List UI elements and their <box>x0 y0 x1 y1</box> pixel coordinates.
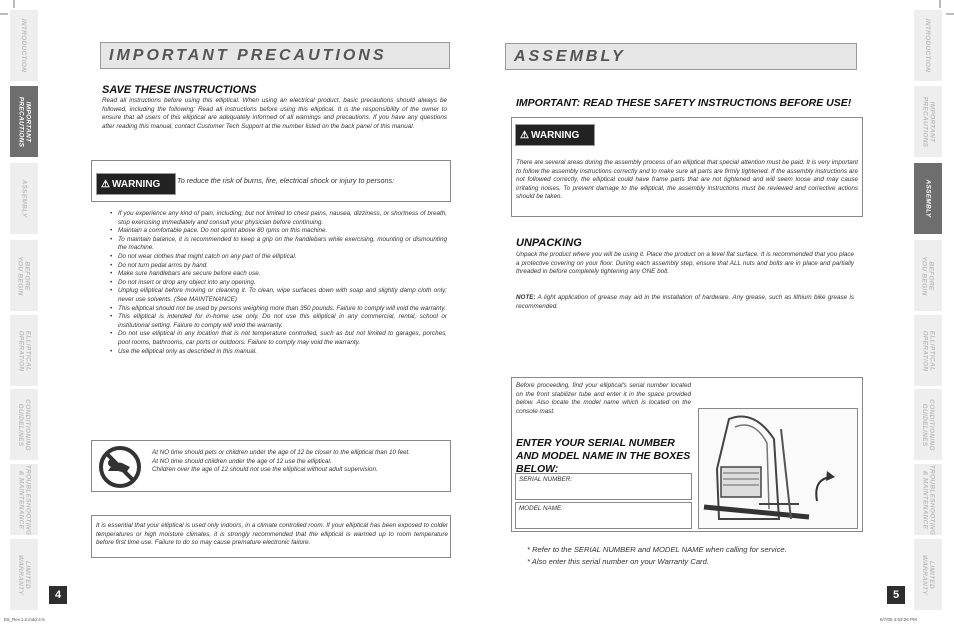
right-tab-label: LIMITED WARRANTY <box>921 554 936 595</box>
precaution-item: • Do not wear clothes that might catch on any part of the elliptical. <box>110 253 447 262</box>
right-tab-label: IMPORTANT PRECAUTIONS <box>921 96 936 147</box>
serial-heading: ENTER YOUR SERIAL NUMBER AND MODEL NAME IN THE BOXES BELOW: <box>516 437 691 475</box>
left-tab-label: TROUBLESHOOTING & MAINTENANCE <box>17 464 31 535</box>
child-warning-line: At NO time should pets or children under the age of 12 be closer to the elliptical than 10 feet. <box>152 449 410 456</box>
left-tab-label: ELLIPTICAL OPERATION <box>17 330 32 371</box>
assembly-warning-label: WARNING <box>530 129 580 141</box>
precaution-item: • This elliptical should not be used by persons weighing more than 350 pounds. Failure to comply will void the warranty. <box>110 305 447 314</box>
right-tab-label: INTRODUCTION <box>924 18 932 73</box>
save-instructions-heading: SAVE THESE INSTRUCTIONS <box>102 84 257 96</box>
warning-triangle-icon: ⚠ <box>520 129 529 141</box>
right-tab-label: ASSEMBLY <box>924 179 932 218</box>
right-page-number: 5 <box>887 586 905 604</box>
precaution-item: • Do not use elliptical in any location that is not temperature controlled, such as but not limited to garages, porches, pool rooms, bathrooms, car ports or outdoors. Failure to comply may void the warranty. <box>110 330 447 347</box>
precaution-item: • Unplug elliptical before moving or cleaning it. To clean, wipe surfaces down with soap and slightly damp cloth only; never use solvents. (See MAINTENANCE) <box>110 287 447 304</box>
left-tab-label: BEFORE YOU BEGIN <box>17 255 31 296</box>
left-tab-label: LIMITED WARRANTY <box>17 554 32 595</box>
child-warning-line: At NO time should children under the age of 12 use the elliptical. <box>152 457 332 465</box>
left-tab-label: ASSEMBLY <box>20 179 28 218</box>
right-tab-label: BEFORE YOU BEGIN <box>921 255 935 296</box>
important-heading: IMPORTANT: READ THESE SAFETY INSTRUCTIONS BEFORE USE! <box>516 97 852 109</box>
left-tab-label: CONDITIONING GUIDELINES <box>17 398 32 451</box>
footer-file-info: E6_Rev.1.2.indd 4-5 <box>4 617 45 622</box>
left-page-title: IMPORTANT PRECAUTIONS <box>100 42 450 69</box>
note-label: NOTE: <box>516 294 536 301</box>
precaution-item: • This elliptical is intended for in-home use only. Do not use this elliptical in any commercial, rental, school or institutional setting. Failure to comply will void the warranty. <box>110 313 447 330</box>
precaution-item: • Maintain a comfortable pace. Do not sprint above 80 rpms on this machine. <box>110 227 447 236</box>
right-tab-label: CONDITIONING GUIDELINES <box>921 398 936 451</box>
precaution-item: • Make sure handlebars are secure before each use. <box>110 270 447 279</box>
model-name-label: MODEL NAME: <box>519 505 563 512</box>
footer-timestamp: 6/7/05 4:53:26 PM <box>880 617 917 622</box>
footnote-service: * Refer to the SERIAL NUMBER and MODEL NAME when calling for service. <box>527 545 787 554</box>
unpacking-text: Unpack the product where you will be using it. Place the product on a level flat surface. It is recommended that you place a protective covering on your floor. During each assembly step, ensure that ALL nuts and bolts are in place and partially threaded in before completely tightening any ONE bolt. <box>516 251 854 276</box>
left-tab-label: IMPORTANT PRECAUTIONS <box>17 96 32 147</box>
precaution-item: • Do not turn pedal arms by hand. <box>110 262 447 271</box>
right-tab-label: TROUBLESHOOTING & MAINTENANCE <box>921 464 935 535</box>
warning-text: To reduce the risk of burns, fire, electrical shock or injury to persons: <box>177 176 395 185</box>
precaution-item: • Do not insert or drop any object into any opening. <box>110 279 447 288</box>
assembly-warning-text: There are several areas during the assembly process of an elliptical that special attention must be paid. It is very important to follow the assembly instructions correctly and to make sure all parts are firmly tightened. If the assembly instructions are not followed correctly, the elliptical could have frame parts that are not tightened and will seem loose and may cause irritating noises. To prevent damage to the elliptical, the assembly instructions must be reviewed and corrective actions should be taken. <box>516 159 858 201</box>
precaution-item: • If you experience any kind of pain, including, but not limited to chest pains, nausea, dizziness, or shortness of breath, stop exercising immediately and consult your physician before continuing. <box>110 210 447 227</box>
save-instructions-text: Read all instructions before using this elliptical. When using an electrical product, basic precautions should always be followed, including the following: Read all instructions before using this elliptical. It is the responsibility of the owner to ensure that all users of this elliptical are adequately informed of all warnings and precautions. If you have any questions after reading this manual, contact Customer Tech Support at the number listed on the back panel of this manual. <box>102 97 447 130</box>
serial-intro-text: Before proceeding, find your elliptical's serial number located on the front stabilizer tube and enter it in the space provided below. Also locate the model name which is located on the console mast. <box>516 382 691 415</box>
warning-triangle-icon: ⚠ <box>101 178 110 190</box>
note-body: A light application of grease may aid in the installation of hardware. Any grease, such as lithium bike grease is recommended. <box>516 294 854 310</box>
left-page-number: 4 <box>49 586 67 604</box>
serial-number-label: SERIAL NUMBER: <box>519 476 573 483</box>
right-tab-label: ELLIPTICAL OPERATION <box>921 330 936 371</box>
left-tab-label: INTRODUCTION <box>20 18 28 73</box>
footnote-warranty: * Also enter this serial number on your Warranty Card. <box>527 557 709 566</box>
precaution-item: • To maintain balance, it is recommended to keep a grip on the handlebars while exercising, mounting or dismounting the machine. <box>110 236 447 253</box>
unpacking-heading: UNPACKING <box>516 237 582 249</box>
right-page-title: ASSEMBLY <box>505 43 857 70</box>
indoor-use-text: It is essential that your elliptical is used only indoors, in a climate controlled room. If your elliptical has been exposed to colder temperatures or high moisture climates, it is strongly recommended that the elliptical is warmed up to room temperature before first time use. Failure to do so may cause premature electronic failure. <box>96 522 448 547</box>
warning-label: WARNING <box>111 178 161 190</box>
precaution-item: • Use the elliptical only as described in this manual. <box>110 348 447 357</box>
child-warning-line: Children over the age of 12 should not use the elliptical without adult supervision. <box>152 466 378 474</box>
